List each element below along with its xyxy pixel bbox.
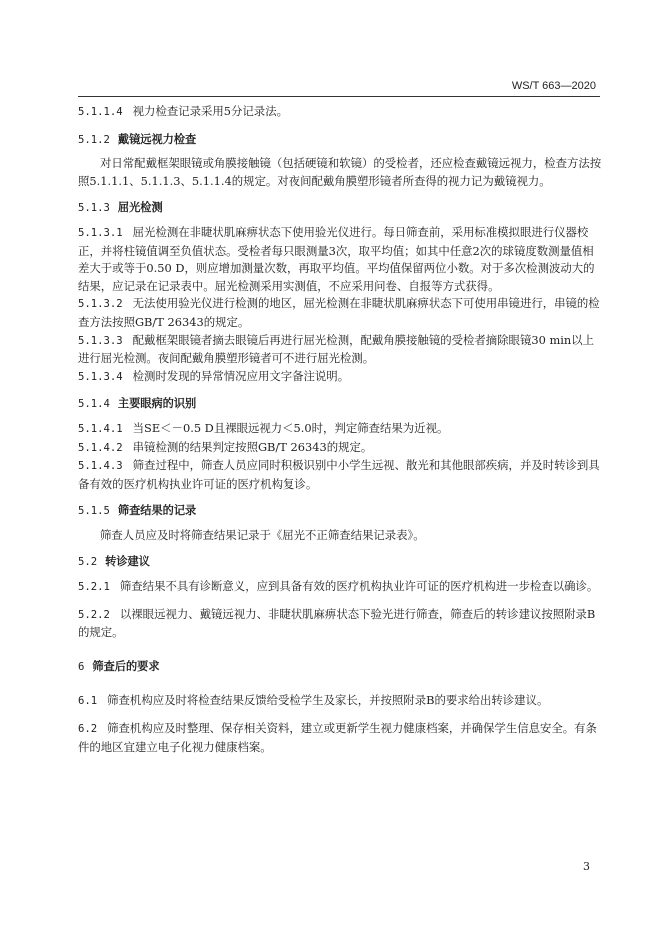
heading-title: 主要眼病的识别 xyxy=(117,397,197,411)
heading-number: 5.1.2 xyxy=(78,133,110,146)
heading-5-1-3 xyxy=(78,199,602,218)
clause-number: 5.1.3.2 xyxy=(78,298,123,311)
clause-5-2-1 xyxy=(78,578,602,597)
document-body xyxy=(78,103,602,756)
clause-number: 5.1.4.3 xyxy=(78,460,123,473)
heading-number: 5.2 xyxy=(78,556,98,569)
header-rule xyxy=(78,96,600,97)
heading-5-1-5 xyxy=(78,502,602,521)
heading-number: 5.1.5 xyxy=(78,505,110,518)
clause-text: 当SE＜－0.5 D且裸眼远视力＜5.0时，判定筛查结果为近视。 xyxy=(132,420,449,435)
clause-number: 5.1.3.1 xyxy=(78,226,123,239)
clause-text: 筛查结果不具有诊断意义，应到具备有效的医疗机构执业许可证的医疗机构进一步检查以确诊。 xyxy=(119,579,599,594)
clause-number: 5.2.2 xyxy=(78,608,110,621)
clause-text: 屈光检测在非睫状肌麻痹状态下使用验光仪进行。每日筛查前，采用标准模拟眼进行仪器校正，并将柱镜值调至负值状态。受检者每只眼测量3次，取平均值；如其中任意2次的球镜度数测量值相差大于或等于0.50 D，则应增加测量次数，再取平均值。平均值保留两位小数。对于多次检测波动大的结果，应记录在记录表中。屈光检测采用实测值，不应采用问卷、自报等方式获得。 xyxy=(78,224,595,293)
clause-text: 检测时发现的异常情况应用文字备注说明。 xyxy=(132,368,350,383)
heading-number: 6 xyxy=(78,660,85,673)
clause-5-2-2 xyxy=(78,606,602,642)
heading-5-2 xyxy=(78,553,602,572)
clause-5-1-4-3 xyxy=(78,457,602,493)
clause-6-2 xyxy=(78,720,602,756)
clause-6-1 xyxy=(78,692,602,711)
heading-6 xyxy=(78,658,602,677)
clause-number: 5.1.3.3 xyxy=(78,334,123,347)
clause-number: 6.2 xyxy=(78,723,98,736)
heading-number: 5.1.3 xyxy=(78,202,110,215)
clause-5-1-3-1 xyxy=(78,224,602,295)
standard-number: WS/T 663—2020 xyxy=(511,80,596,92)
heading-title: 戴镜远视力检查 xyxy=(117,132,197,146)
clause-5-1-3-4 xyxy=(78,368,602,387)
clause-text: 筛查机构应及时整理、保存相关资料，建立或更新学生视力健康档案，并确保学生信息安全。有条件的地区宜建立电子化视力健康档案。 xyxy=(78,721,597,754)
heading-title: 筛查后的要求 xyxy=(92,659,160,673)
clause-text: 视力检查记录采用5分记录法。 xyxy=(132,104,288,118)
heading-5-1-2 xyxy=(78,131,602,150)
heading-5-1-4 xyxy=(78,395,602,414)
heading-title: 屈光检测 xyxy=(117,201,163,215)
clause-text: 以裸眼远视力、戴镜远视力、非睫状肌麻痹状态下验光进行筛查，筛查后的转诊建议按照附录B的规定。 xyxy=(78,606,596,640)
clause-number: 5.1.3.4 xyxy=(78,370,123,383)
clause-number: 5.1.4.1 xyxy=(78,422,123,435)
clause-number: 6.1 xyxy=(78,695,98,708)
clause-text: 无法使用验光仪进行检测的地区，屈光检测在非睫状肌麻痹状态下可使用串镜进行，串镜的检查方法按照GB/T 26343的规定。 xyxy=(78,296,600,329)
clause-5-1-3-2 xyxy=(78,295,602,331)
clause-5-1-4-1 xyxy=(78,420,602,439)
clause-5-1-3-3 xyxy=(78,332,602,368)
heading-title: 转诊建议 xyxy=(105,555,150,569)
clause-text: 配戴框架眼镜者摘去眼镜后再进行屈光检测，配戴角膜接触镜的受检者摘除眼镜30 min以上进行屈光检测。夜间配戴角膜塑形镜者可不进行屈光检测。 xyxy=(78,332,595,366)
clause-text: 筛查机构应及时将检查结果反馈给受检学生及家长，并按照附录B的要求给出转诊建议。 xyxy=(107,693,549,708)
paragraph-5-1-5: 筛查人员应及时将筛查结果记录于《屈光不正筛查结果记录表》。 xyxy=(100,527,425,542)
clause-5-1-1-4 xyxy=(78,103,602,122)
clause-number: 5.2.1 xyxy=(78,581,110,594)
clause-5-1-4-2 xyxy=(78,439,602,458)
paragraph-5-1-2: 对日常配戴框架眼镜或角膜接触镜（包括硬镜和软镜）的受检者，还应检查戴镜远视力，检查方法按照5.1.1.1、5.1.1.3、5.1.1.4的规定。对夜间配戴角膜塑形镜者所查得的视力记为戴镜视力。 xyxy=(78,156,602,188)
clause-text: 筛查过程中，筛查人员应同时积极识别中小学生远视、散光和其他眼部疾病，并及时转诊到具备有效的医疗机构执业许可证的医疗机构复诊。 xyxy=(78,458,600,491)
clause-number: 5.1.4.2 xyxy=(78,441,123,454)
heading-number: 5.1.4 xyxy=(78,398,110,411)
clause-number: 5.1.1.4 xyxy=(78,106,123,118)
clause-text: 串镜检测的结果判定按照GB/T 26343的规定。 xyxy=(132,439,373,454)
heading-title: 筛查结果的记录 xyxy=(117,504,197,518)
page-number: 3 xyxy=(583,860,590,873)
